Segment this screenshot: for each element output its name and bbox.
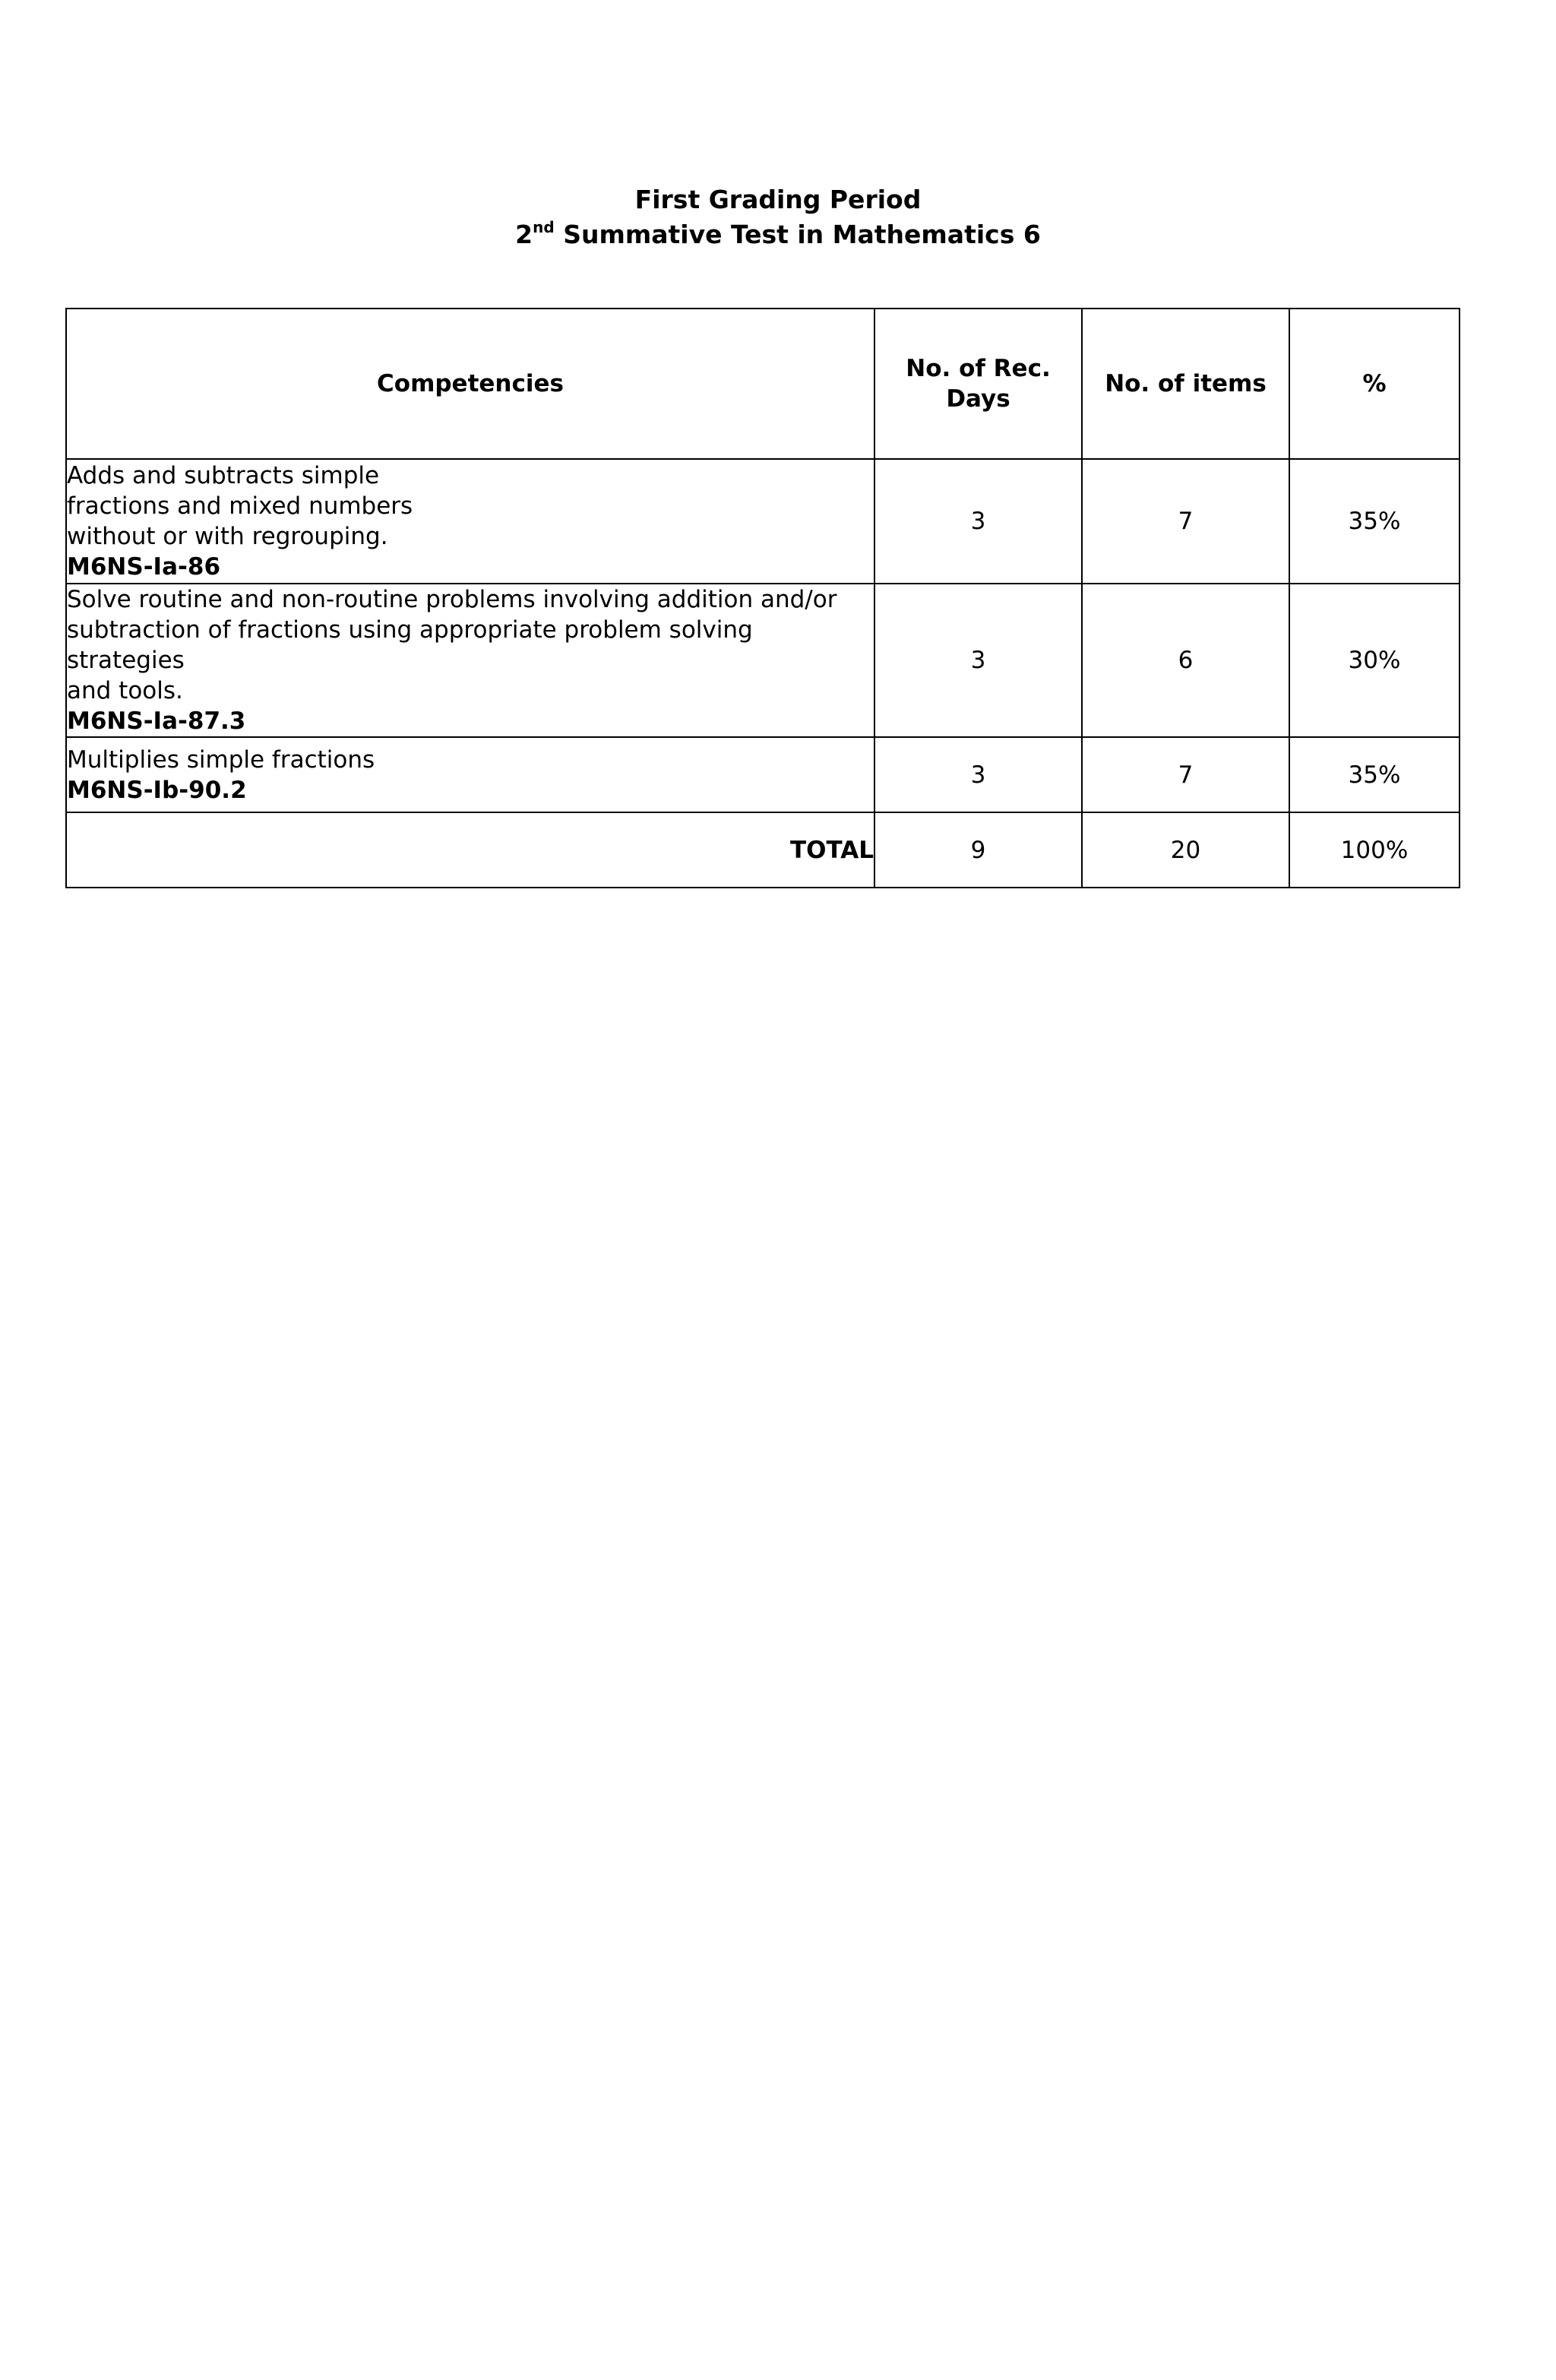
competency-cell [66,584,874,737]
competency-code: M6NS-Ia-87.3 [67,707,246,735]
table-of-specifications [65,308,1460,888]
table-row [66,459,1460,584]
total-rec-days: 9 [874,812,1082,888]
competency-code: M6NS-Ib-90.2 [67,776,247,804]
rec-days-cell: 3 [874,737,1082,812]
competency-text: and tools. [67,677,183,704]
document-header [0,182,1556,252]
competency-cell [66,459,874,584]
competency-text: fractions and mixed numbers [67,492,413,520]
competency-text: Adds and subtracts simple [67,462,380,489]
percent-cell: 35% [1289,459,1460,584]
rec-days-cell: 3 [874,584,1082,737]
competency-text: Solve routine and non-routine problems involving addition and/or [67,586,837,613]
competency-code: M6NS-Ia-86 [67,553,221,581]
table-row [66,584,1460,737]
subtitle-ordinal-number: 2 [515,220,533,249]
subtitle-text: Summative Test in Mathematics 6 [554,220,1041,249]
competency-text: Multiplies simple fractions [67,745,375,774]
percent-cell: 30% [1289,584,1460,737]
total-percent: 100% [1289,812,1460,888]
header-rec-days-line1: No. of Rec. [906,355,1051,382]
table-row [66,737,1460,812]
items-cell: 7 [1082,459,1289,584]
items-cell: 7 [1082,737,1289,812]
header-rec-days-line2: Days [946,385,1010,413]
items-cell: 6 [1082,584,1289,737]
percent-cell: 35% [1289,737,1460,812]
competency-text: without or with regrouping. [67,523,388,550]
competency-text: subtraction of fractions using appropriate problem solving strategies [67,616,753,674]
header-items: No. of items [1082,309,1289,459]
total-label: TOTAL [66,812,874,888]
document-title: First Grading Period [634,185,922,214]
header-percent: % [1289,309,1460,459]
total-items: 20 [1082,812,1289,888]
header-competencies: Competencies [66,309,874,459]
competency-cell [66,737,874,812]
document-subtitle [0,217,1556,252]
rec-days-cell: 3 [874,459,1082,584]
table-total-row [66,812,1460,888]
table-header-row [66,309,1460,459]
subtitle-ordinal-suffix: nd [533,218,555,236]
header-rec-days [874,309,1082,459]
